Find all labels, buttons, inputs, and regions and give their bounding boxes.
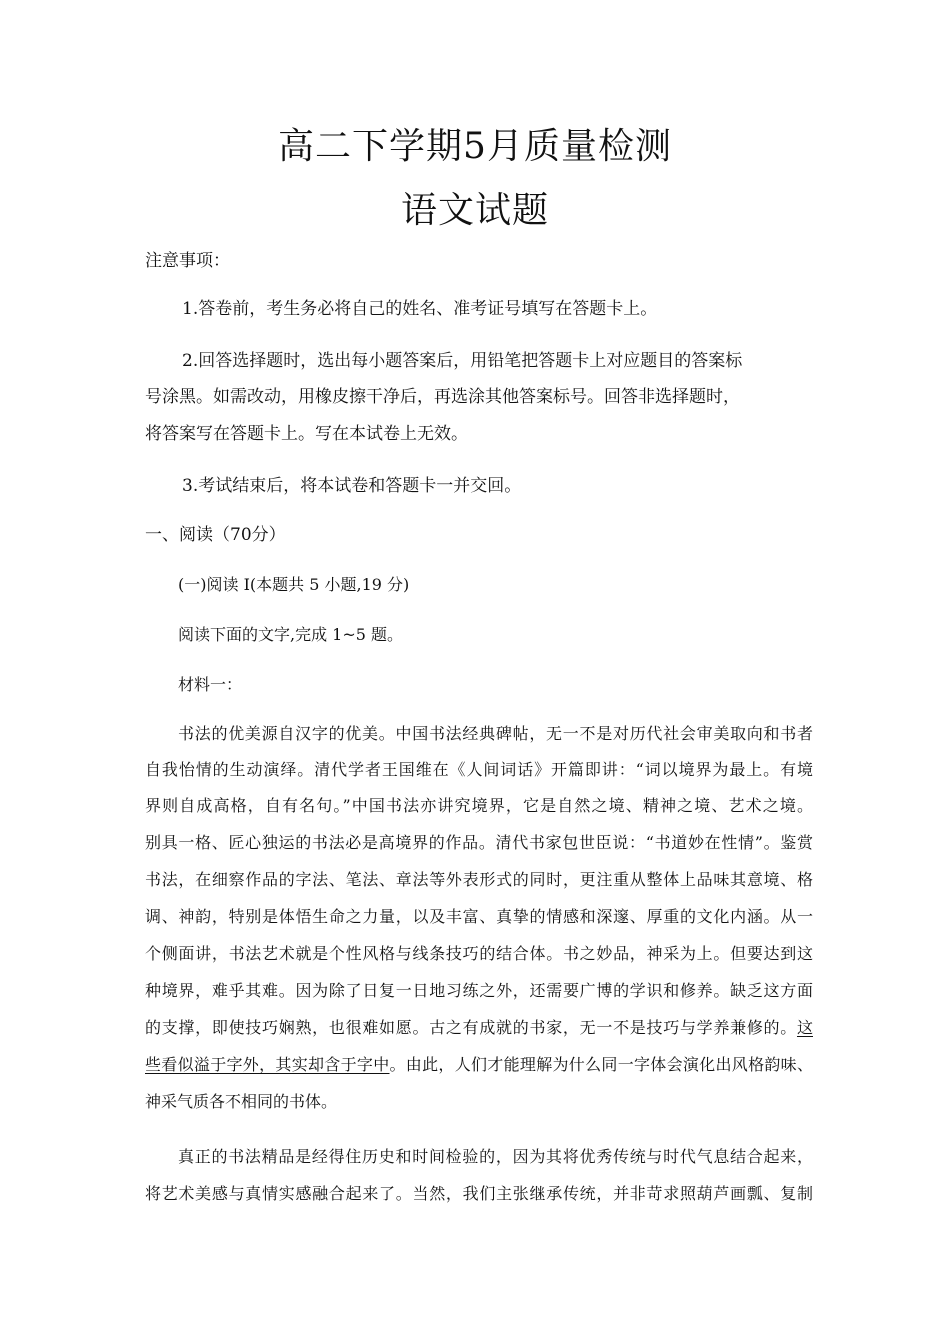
passage-p1-line-9	[145, 1017, 813, 1039]
underlined-sentence: 些看似溢于字外，其实却含于字中	[145, 1055, 390, 1074]
sub-section-heading: (一)阅读 I(本题共 5 小题,19 分)	[178, 575, 410, 594]
notice-item-2-line-3: 将答案写在答题卡上。写在本试卷上无效。	[145, 424, 468, 444]
passage-p1-line-6: 调、神韵，特别是体悟生命之力量，以及丰富、真挚的情感和深邃、厚重的文化内涵。从一	[145, 907, 813, 926]
reading-instruction: 阅读下面的文字,完成 1~5 题。	[178, 625, 404, 644]
passage-p1-line-9-text: 的支撑，即使技巧娴熟，也很难如愿。古之有成就的书家，无一不是技巧与学养兼修的。	[145, 1018, 797, 1037]
notice-item-1: 1.答卷前，考生务必将自己的姓名、准考证号填写在答题卡上。	[182, 299, 658, 319]
passage-p1-line-10	[145, 1054, 813, 1076]
underlined-sentence-start: 这	[796, 1018, 813, 1037]
passage-p1-line-2: 自我怡情的生动演绎。清代学者王国维在《人间词话》开篇即讲：“词以境界为最上。有境	[145, 760, 813, 779]
passage-p2-line-2: 将艺术美感与真情实感融合起来了。当然，我们主张继承传统，并非苛求照葫芦画瓢、复制	[145, 1184, 813, 1203]
passage-p1-line-1: 书法的优美源自汉字的优美。中国书法经典碑帖，无一不是对历代社会审美取向和书者	[178, 724, 813, 743]
passage-p1-line-5: 书法，在细察作品的字法、笔法、章法等外表形式的同时，更注重从整体上品味其意境、格	[145, 870, 813, 889]
passage-p1-line-3: 界则自成高格，自有名句。”中国书法亦讲究境界，它是自然之境、精神之境、艺术之境。	[145, 796, 813, 815]
passage-p2-line-1: 真正的书法精品是经得住历史和时间检验的，因为其将优秀传统与时代气息结合起来，	[178, 1147, 813, 1166]
passage-p1-line-11: 神采气质各不相同的书体。	[145, 1092, 338, 1111]
notice-item-2-line-2: 号涂黑。如需改动，用橡皮擦干净后，再选涂其他答案标号。回答非选择题时，	[145, 387, 740, 407]
notice-item-3: 3.考试结束后，将本试卷和答题卡一并交回。	[182, 476, 522, 496]
passage-p1-line-7: 个侧面讲，书法艺术就是个性风格与线条技巧的结合体。书之妙品，神采为上。但要达到这	[145, 944, 813, 963]
exam-subject: 语文试题	[400, 190, 549, 231]
passage-p1-line-8: 种境界，难乎其难。因为除了日复一日地习练之外，还需要广博的学识和修养。缺乏这方面	[145, 981, 813, 1000]
exam-title: 高二下学期5月质量检测	[278, 126, 672, 167]
material-label: 材料一：	[178, 675, 243, 694]
section-heading: 一、阅读（70分）	[145, 525, 286, 545]
passage-p1-line-4: 别具一格、匠心独运的书法必是高境界的作品。清代书家包世臣说：“书道妙在性情”。鉴赏	[145, 833, 813, 852]
notice-heading: 注意事项：	[145, 251, 230, 271]
notice-item-2-line-1: 2.回答选择题时，选出每小题答案后，用铅笔把答题卡上对应题目的答案标	[182, 351, 743, 371]
passage-p1-line-10-text: 。由此，人们才能理解为什么同一字体会演化出风格韵味、	[389, 1055, 813, 1074]
